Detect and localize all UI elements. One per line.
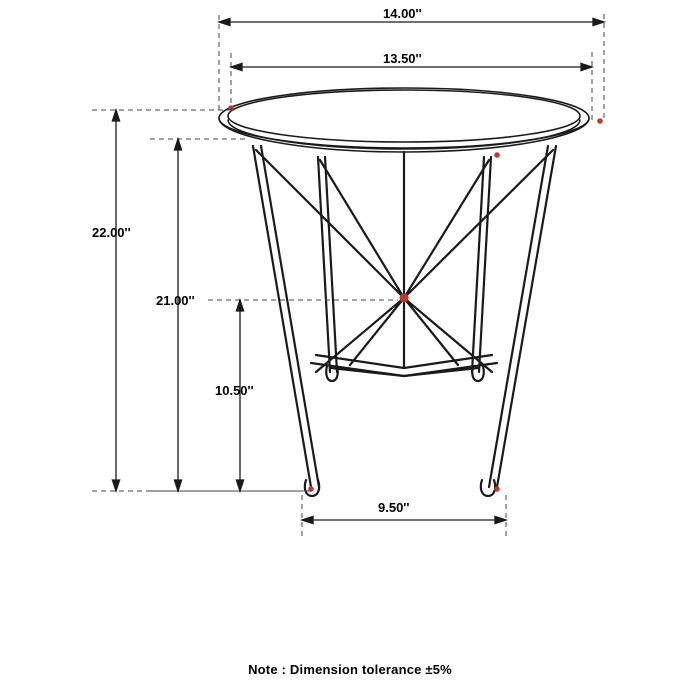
dimension-label-overall-height: 22.00'' — [92, 225, 131, 240]
table-top-shape — [219, 88, 589, 152]
dimension-lines — [112, 18, 604, 523]
tolerance-note: Note : Dimension tolerance ±5% — [248, 662, 452, 677]
dimension-label-base-width: 9.50'' — [378, 500, 410, 515]
extension-lines — [92, 14, 604, 538]
table-leg-frame — [253, 146, 556, 496]
dimension-label-top-outer-width: 14.00'' — [383, 6, 422, 21]
dimension-label-top-inner-width: 13.50'' — [383, 51, 422, 66]
dimension-label-lower-height: 10.50'' — [215, 383, 254, 398]
dimension-label-table-height: 21.00'' — [156, 293, 195, 308]
